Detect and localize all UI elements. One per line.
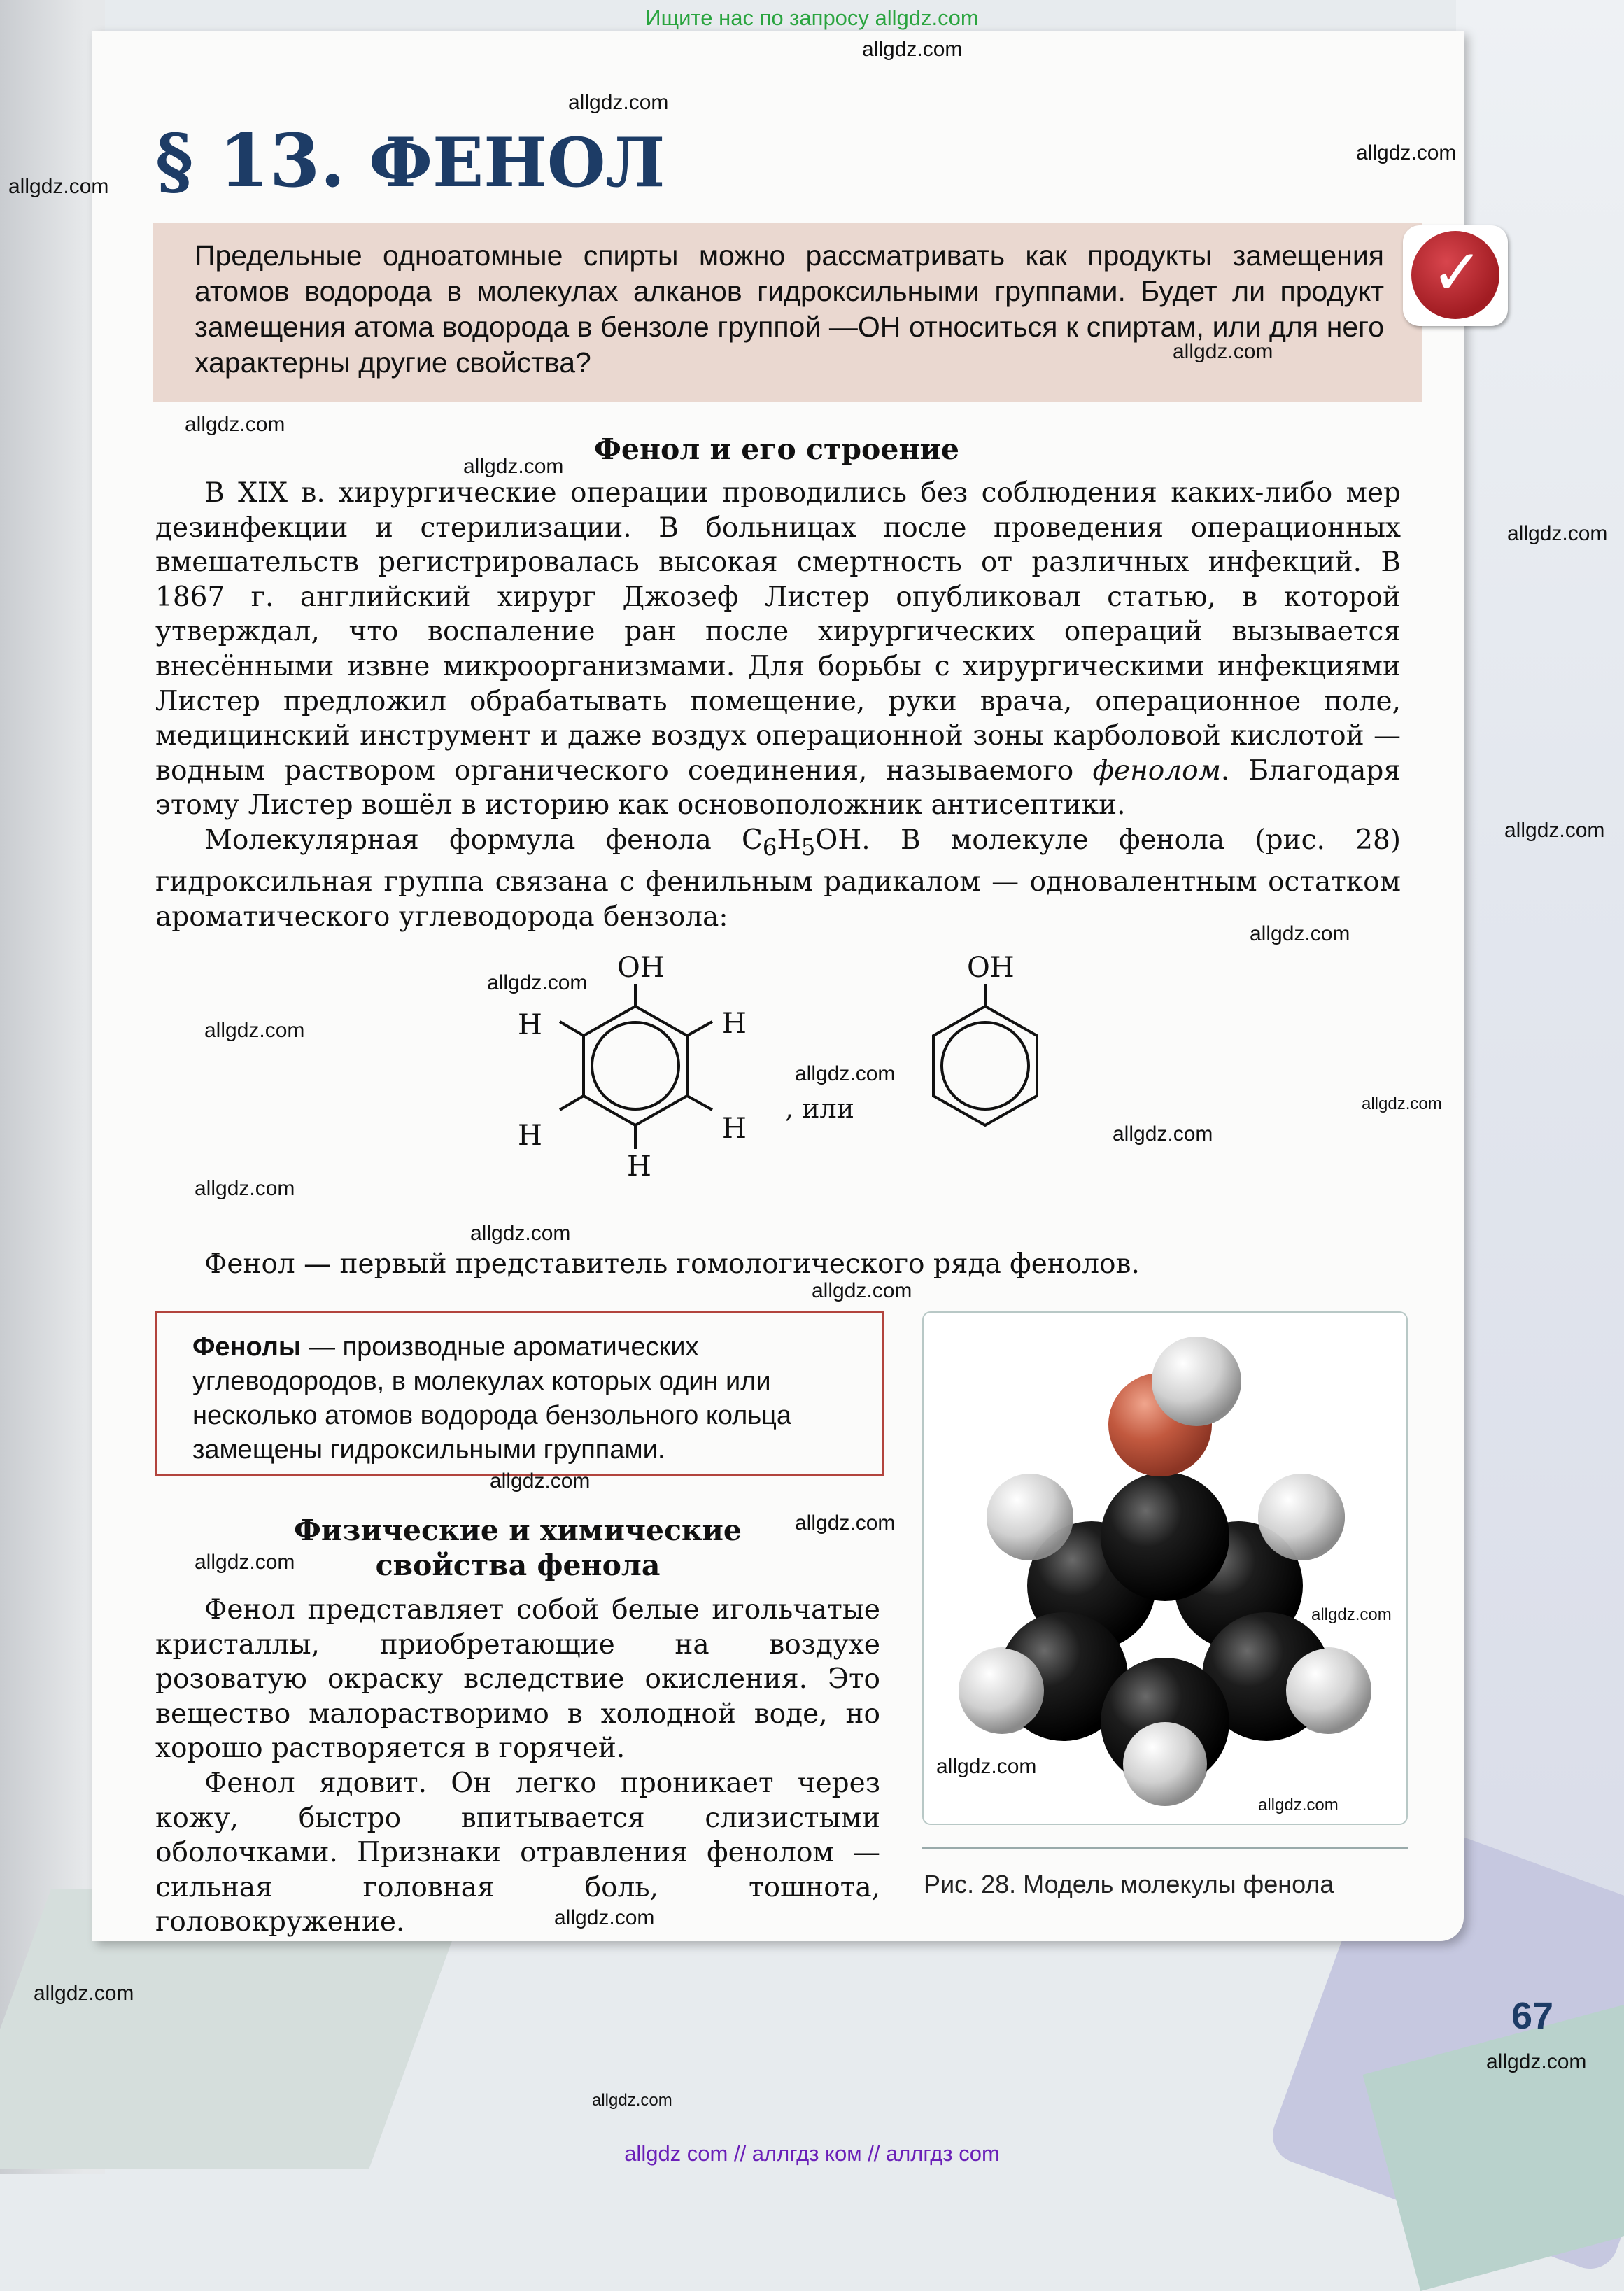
section1-text	[155, 476, 1401, 935]
background-left	[0, 0, 105, 2174]
section-heading: Физические и химические свойства фенола	[293, 1514, 742, 1582]
h-label: H	[627, 1150, 651, 1183]
watermark: allgdz.com	[185, 413, 285, 436]
watermark: allgdz.com	[795, 1062, 896, 1085]
watermark: allgdz.com	[1173, 340, 1273, 363]
figure-divider	[922, 1847, 1408, 1849]
section2-text	[155, 1593, 880, 1940]
watermark: allgdz.com	[1504, 819, 1605, 842]
h-label: H	[518, 1120, 542, 1152]
watermark: allgdz.com	[1356, 141, 1457, 164]
footer-links[interactable]: allgdz com // аллгдз ком // аллгдз com	[624, 2141, 1000, 2166]
watermark: allgdz.com	[1311, 1605, 1392, 1624]
figure-box	[922, 1311, 1408, 1825]
or-label: , или	[785, 1093, 854, 1124]
definition-text: Фенолы — производные ароматических углеводородов, в молекулах которых один или несколько атомов водорода бензольного кольца замещены гидроксильными группами.	[192, 1332, 792, 1465]
watermark: allgdz.com	[862, 38, 963, 61]
watermark: allgdz.com	[470, 1222, 571, 1245]
watermark: allgdz.com	[204, 1019, 305, 1042]
watermark: allgdz.com	[8, 175, 109, 198]
watermark: allgdz.com	[1486, 2050, 1587, 2073]
watermark: allgdz.com	[487, 971, 588, 994]
h-label: H	[722, 1008, 747, 1040]
page-number: 67	[1511, 1995, 1554, 2037]
watermark: allgdz.com	[795, 1511, 896, 1535]
paragraph: Фенол ядовит. Он легко проникает через кожу, быстро впитывается слизистыми оболочками. Признаки отравления фенолом — сильная головная боль, тошнота, головокружение.	[155, 1767, 880, 1938]
watermark: allgdz.com	[1113, 1122, 1213, 1146]
watermark: allgdz.com	[195, 1177, 295, 1200]
check-icon: ✓	[1403, 225, 1508, 326]
h-label: H	[722, 1113, 747, 1145]
para-phenol-homolog	[155, 1247, 1401, 1282]
watermark: allgdz.com	[568, 91, 669, 114]
section-heading: Фенол и его строение	[593, 432, 959, 466]
question-text: Предельные одноатомные спирты можно рассматривать как продукты замещения атомов водорода в молекулах алканов гидроксильными группами. Будет ли продукт замещения атома водорода в бензоле группой —OH относиться к спиртам, или для него характерны другие свойства?	[195, 239, 1384, 379]
watermark: allgdz.com	[463, 455, 564, 478]
paragraph: Молекулярная формула фенола $C_6H_5OH$. В молекуле фенола (рис. 28) гидроксильная группа связана с фенильным радикалом — одновалентным остатком ароматического углеводорода бензола:	[155, 824, 1401, 933]
figure-caption: Рис. 28. Модель молекулы фенола	[924, 1870, 1334, 1898]
benzene-ring-diagram	[462, 966, 1092, 1246]
watermark: allgdz.com	[554, 1906, 655, 1929]
paragraph: Фенол — первый представитель гомологического ряда фенолов.	[204, 1248, 1140, 1280]
watermark: allgdz.com	[34, 1982, 134, 2005]
phenol-structural-formula	[462, 952, 1092, 1246]
watermark: allgdz.com	[812, 1279, 912, 1302]
watermark: allgdz.com	[195, 1551, 295, 1574]
watermark: allgdz.com	[592, 2091, 672, 2110]
top-banner[interactable]: Ищите нас по запросу allgdz.com	[645, 6, 979, 30]
question-box	[153, 223, 1422, 402]
oh-label: OH	[617, 952, 665, 984]
watermark: allgdz.com	[1250, 922, 1350, 945]
watermark: allgdz.com	[490, 1469, 591, 1493]
definition-box	[155, 1311, 884, 1476]
paragraph: В XIX в. хирургические операции проводились без соблюдения каких-либо мер дезинфекции и стерилизации. В больницах после проведения операционных вмешательств регистрировалась высокая смертность от различных инфекций. В 1867 г. английский хирург Джозеф Листер опубликовал статью, в которой утверждал, что воспаление ран после хирургических операций вызывается внесёнными извне микроорганизмами. Для борьбы с хирургическими инфекциями Листер предложил обрабатывать помещение, руки врача, операционное поле, медицинский инструмент и даже воздух операционной зоны карболовой кислотой — водным раствором органического соединения, называемого фенолом. Благодаря этому Листер вошёл в историю как основоположник антисептики.	[155, 477, 1401, 822]
page-title	[155, 118, 665, 204]
watermark: allgdz.com	[1362, 1094, 1442, 1113]
watermark: allgdz.com	[936, 1755, 1037, 1778]
section-name: ФЕНОЛ	[368, 123, 665, 202]
watermark: allgdz.com	[1258, 1796, 1339, 1814]
h-label: H	[518, 1009, 542, 1041]
watermark: allgdz.com	[1507, 522, 1608, 545]
phenol-molecule-model	[924, 1313, 1406, 1824]
section-number: § 13.	[155, 118, 346, 204]
oh-label: OH	[967, 952, 1015, 984]
paragraph: Фенол представляет собой белые игольчатые кристаллы, приобретающие на воздухе розоватую окраску вследствие окисления. Это вещество малорастворимо в холодной воде, но хорошо растворяется в горячей.	[155, 1594, 880, 1765]
